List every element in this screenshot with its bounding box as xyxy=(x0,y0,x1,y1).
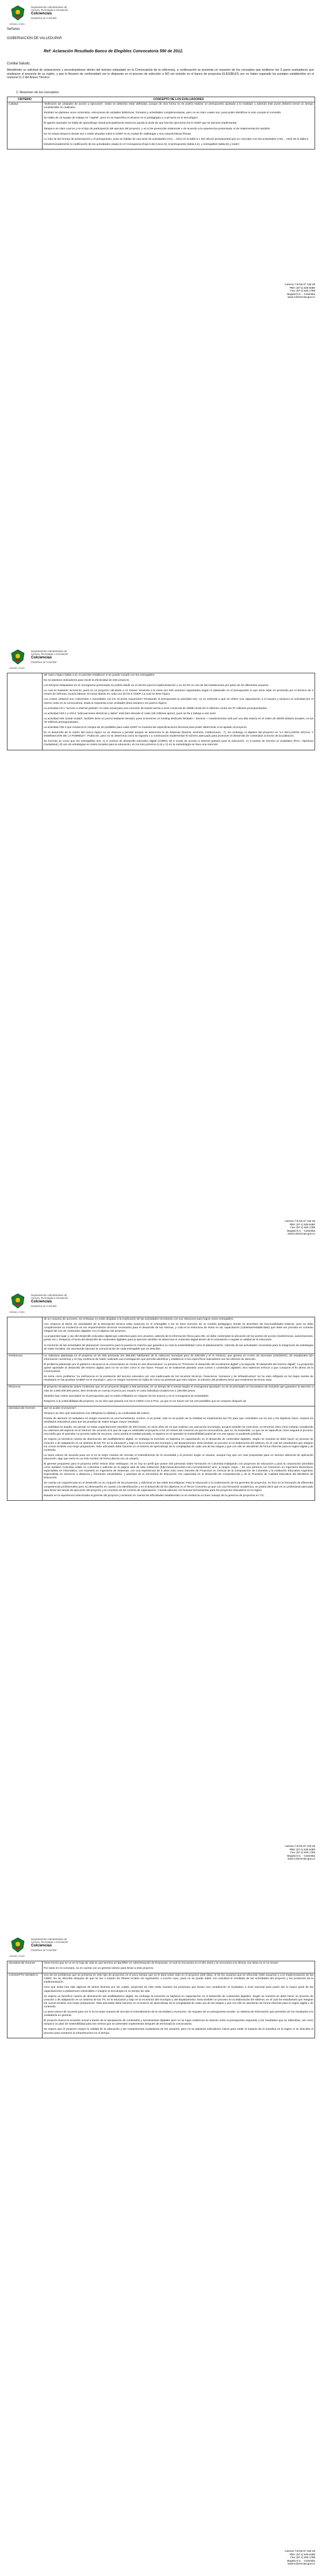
concept-paragraph: Uno de los problemas que se presenta en este tipo de proyectos es el poco tiempo que se le dará sobre todo en el proyecto (200 días), el de los usuarios que se ofrecerán (945 usuarios) y a la implementación de las CDED. No se describe después de que se fue o mando los Planes locales sin ingresarlos, a mucho caso, pues no se puede saber con exactitud el resultado de las actividades del proyecto y los productos de la implementación. xyxy=(44,1974,313,1984)
org-line-2: Ciencia, Tecnología e Innovación xyxy=(31,1941,68,1943)
concept-paragraph: También hay costos asociados en el presupuesto que no están reflejados en ninguno de los anexos y en el cronograma de actividades. xyxy=(44,1394,209,1398)
footer-line: Carrera 7 B bis Nº 132-28 xyxy=(285,2550,315,2552)
footer-line: Fax: (57-1) 625 1788 xyxy=(290,289,315,293)
concept-paragraph: La tarea estuvo de acuerdo para ver si es la mejor manera de vincular el entendimiento de la necesidad y el proceso según el usuario, aunque hay que ver más propuestas para un servicio adicional de aplicación educación, algo que sería en un solo monitor de forma directa con un usuario. xyxy=(44,1454,313,1460)
footer-line: www.colciencias.gov.co xyxy=(288,1232,315,1236)
subject-line: Ref: Aclaración Resultado Banco de Elegibles Convocatoria 590 de 2012. xyxy=(44,49,183,53)
letterhead xyxy=(9,1935,124,1961)
criterion-concepto-general: CONCEPTO GENERAL xyxy=(7,1973,43,2038)
concept-paragraph: El agente operador se habla de aprendizaje virtual principalmente entonces queda la duda de que función ejercerían los 5 CDEP que se piensan implementar. xyxy=(44,122,237,125)
concept-paragraph: La actividad A05 3 que involucra la compra de 32 portátiles para cada CDEP no muestra las especificaciones técnicas para poder determinar si se ajustan al proyecto. xyxy=(44,726,248,730)
org-line-1: Departamento Administrativo de xyxy=(31,1938,67,1941)
letterhead xyxy=(9,3,124,29)
concept-paragraph: La viabilidad es amplia, sin pensar en estas capacitaciones (también de 200 horas), en otros años de 10 que realizan con educación tecnología, aunque también se menciona, no tenemos claro cómo estarán cumpliendo su cobertura del aspecto en el Internet. De acuerdo al N que de caja es sostenible el proyecto a los 10 meses del convenio en que la convocatoria, que no, es sostenible. Lo que se ve especificar cómo seguirá el proceso. Una tarifa que el operador no proveía nada de recursos, cómo podría el entidad privada, ni siquiera en el operador la sostenibilidad potencial con ese apoyo no pudiendo justificar. xyxy=(44,1426,313,1436)
brand-name: Colciencias xyxy=(31,1300,52,1304)
footer-line: Fax: (57-1) 625 1788 xyxy=(290,2556,315,2559)
recipient: Señores xyxy=(7,28,20,31)
org-line-2: Ciencia, Tecnología e Innovación xyxy=(31,1297,68,1300)
concept-paragraph: Respecto a la sostenibilidad del proyecto, no se dice qué pasaría con los 5 CDED o los 5 PAC, ya que no se hacen ver los 120 portátiles que se compran después de xyxy=(44,1400,247,1403)
footer-line: PBX: (57-1) 625 8480 xyxy=(289,1847,315,1851)
table-row xyxy=(7,1406,315,1500)
concept-paragraph: En el desarrollo de la matriz del marco lógico no se observa a percibir porqué se determina la de sistemas (barrios, sectores, Instituciones…?), sin embargo el objetivo del proyecto es "LA INCLUSIÓN SOCIAL Y DISMINUCIÓN DE LA POBREZA". Podrá ser, pero no se determina cómo se lograría o a continuación implementar el número adecuado para promover el desarrollo de contenidos al sector de la población. xyxy=(44,731,313,738)
table-row xyxy=(7,1385,315,1406)
criterion-calidad: Calidad xyxy=(7,102,43,150)
concept-paragraph: Se formula un curso que los entregables son: A) 5 centros de desarrollo educativo digital (CDED), B) 5 zonas de acceso a internet gratuito para la educación, C) 5 puntos de servicio al ciudadano (PAC, Oportuna Ciudadana); D) uso de estrategias en redes sociales para la educación, en los tres primeros (A,B y C) en la metodología se hace una mención xyxy=(44,740,313,747)
concept-cell xyxy=(43,1406,315,1500)
letterhead xyxy=(9,647,124,673)
concept-paragraph: Se cuenta con experiencias en el desarrollo en su conjunto de los proyectos, y adicional en las redes tecnológicas: Para la educación y la Gobernación de los gerentes de proyectos, se hizo en la formación de diferentes competencias profesionales pero su desempeño en cuanto a la identificación y en el desarrollo de los objetivos en el Tercer Convenio ya que con una formación académica, se podría decir que es un profesional adecuado para llevar las tareas de ejecución del proyecto y la conexión de los centros de capacitación. Cuenta además con buenas herramientas para los proyectos educativos en la región. xyxy=(44,1482,313,1492)
footer-line: Bogotá D.C. - Colombia xyxy=(287,292,315,296)
concept-paragraph: La actividad A05 "portal ciudad", también tiene un precio bastante elevado, pues si tenemos un hosting dedicado ilimitado + dominio + mantenimiento web por una alta estaría en el orden de 20000 dólares anuales, no los 78 millones presupuestados. xyxy=(44,717,313,724)
criterion-pertinencia: Pertinencia xyxy=(7,1354,43,1385)
footer-line: www.colciencias.gov.co xyxy=(288,1857,315,1861)
logo-caption: Libertad y Orden xyxy=(9,1955,25,1957)
org-line-1: Departamento Administrativo de xyxy=(31,1294,67,1297)
concept-paragraph: El problema planteado por el gobierno nacional en la convocatoria se centra en dos dimensiones: La primera es "Promover el desarrollo del ecosistema digital" y la segunda "El desarrollo del entorno digital", La propuesta quiere apostarle al desarrollo del entorno digital, pero no se ve bien cómo lo van hacer. Porque no se solamente plantear unos cursos o contenidos digitales, sino sabemos enfocar a que compone el fin último de la Convocatoria. xyxy=(44,1363,313,1374)
concept-paragraph: También se plantean unos contenidos, estructuras de unidades didácticas, formatos y actividades complementarias, pero no es claro cuales son, para poder identificar si esto cumple el cometido. xyxy=(44,112,282,115)
criterion-eficiencia: Eficiencia xyxy=(7,1385,43,1406)
letterhead xyxy=(9,1291,124,1317)
criteria-table xyxy=(7,673,315,750)
org-line-2: Ciencia, Tecnología e Innovación xyxy=(31,653,68,656)
criterion-identidad: Identidad del Gerente xyxy=(7,1961,43,1973)
org-line-1: Departamento Administrativo de xyxy=(31,6,67,9)
criteria-table xyxy=(7,97,315,150)
criteria-table xyxy=(7,1317,315,1501)
greeting: Cordial Saludo, xyxy=(7,62,31,66)
footer-line: www.colciencias.gov.co xyxy=(288,2562,315,2566)
brand-name: Colciencias xyxy=(31,1943,52,1948)
page-1 xyxy=(0,0,322,644)
footer-line: PBX: (57-1) 625 8480 xyxy=(289,286,315,289)
concept-paragraph: Tiene hecho que se ve en la hoja de vida se que termina un Bachiller en Administración de Empresas, el cual se encuentra en el año 2016 y se encuentra a la oficina, sus sitios en el 12 meses. xyxy=(44,1962,279,1965)
concept-paragraph: No se aclara tampoco donde son o están situadas estos 5 CDEP en la ciudad de Valledupar y sus características físicas. xyxy=(44,132,191,136)
page-2 xyxy=(0,644,322,1288)
concept-paragraph: del marco lógico (tabla 4.4), no permite establecer si se puede cumplir con los entregables. xyxy=(44,674,155,677)
brand-name: Colciencias xyxy=(31,12,52,16)
footer-line: PBX: (57-1) 625 8480 xyxy=(289,2552,315,2556)
footer-line: www.colciencias.gov.co xyxy=(288,296,315,299)
page-3 xyxy=(0,1288,322,1932)
concept-cell xyxy=(43,102,315,150)
concept-paragraph: La actividad A0-1 "acceso a Internet gratuito" el costo anual para una conexión de banda ancha a nivel comercial de 20MB ronda los 5 millones contra los 97 millones presupuestados. xyxy=(44,707,268,710)
concept-paragraph: No se plantean indicadores para medir la efectividad de este proyecto xyxy=(44,679,129,683)
tagline: República de Colombia xyxy=(31,17,57,20)
footer-address xyxy=(285,1220,315,1236)
concept-cell xyxy=(43,1317,315,1354)
concept-paragraph: Con respecto al literal, de actividades de la descripción técnica estar ausencia en el entregable 4 sin se hace mención de un modelo pedagógico donde se describen las funcionalidades básicas, pero se debe complementar su incidencia en los requerimientos técnicos necesarios para el desarrollo de las mismas, y cuál es la estructura de éstos en tal, capacitación (cubiertas/establecidas) que debe ser provista en contexto integral del uso de contenidos digitales con el objetivo del proyecto. xyxy=(44,1323,313,1333)
tagline: República de Colombia xyxy=(31,661,57,664)
org-line-1: Departamento Administrativo de xyxy=(31,650,67,653)
concept-cell xyxy=(43,1385,315,1406)
concept-paragraph: Al momento de las actividades de planeación mecanismo para la puesta en marcha que garantice su nota la sostenibilidad como el planteamiento. Además de las actividades necesarias para la integración de estrategias de redes sociales, las asumiendo ejecutar la comunicación de cada entregable que se describe. xyxy=(44,1344,313,1351)
tagline: República de Colombia xyxy=(31,1949,57,1952)
concept-paragraph: Se espera que el proyecto mejore la calidad de la educación y las competencias ciudadanas de los usuarios, pero no se plantean indicadores claros para medir el impacto de la iniciativa en la región ni se describe el proceso para mantener la infraestructura en el tiempo. xyxy=(44,2028,313,2035)
concept-paragraph: Desafortunadamente la codificación de las actividades usada en el Cronograma (hoja 5 del Anexo 5), el presupuesto (tabla 6.2), y entregables (tabla B) y matriz xyxy=(44,143,239,146)
concept-paragraph: El proyecto busca la inclusión social a través de la apropiación de contenidos y herramientas digitales pero no se logra evidenciar la relación entre el presupuesto requerido y los resultados que se obtendrán, así como tampoco un plan de sostenibilidad para los centros que se pretenden implementar después de terminada la convocatoria. xyxy=(44,2019,313,2026)
concept-paragraph: Tampoco es claro cual es y en el tipo de participación del ejecutor del proyecto, y es el de preescolar solamente o de acuerdo a la experiencia presentada, el de implementación también. xyxy=(44,127,271,131)
coat-of-arms-icon xyxy=(9,5,26,22)
concept-paragraph: que se acabe el proyecto?. xyxy=(44,1406,77,1410)
logo-caption: Libertad y Orden xyxy=(9,667,25,669)
table-row xyxy=(7,1354,315,1385)
footer-line: Carrera 7 B bis Nº 132-28 xyxy=(285,1220,315,1222)
table-row xyxy=(7,1961,315,1973)
footer-line: Fax: (57-1) 625 1788 xyxy=(290,1226,315,1229)
org-line-2: Ciencia, Tecnología e Innovación xyxy=(31,9,68,12)
footer-line: Carrera 7 B bis Nº 132-28 xyxy=(285,283,315,286)
footer-line: Fax: (57-1) 625 1788 xyxy=(290,1851,315,1854)
concept-paragraph: "Definición de unidades de acción y ejecución", están se deberían estar definidas, porque de otra forma no se podría realizar un presupuesto ajustado a la realidad; y además este punto debería tomar un tiempo considerable en realizarlo. xyxy=(44,103,313,110)
page-4 xyxy=(0,1932,322,2576)
brand-name: Colciencias xyxy=(31,656,52,660)
concept-paragraph: La actividad A03.1 y A03.2 "adecuaciones eléctricas y datos" está bien elevado el costo (48 millones aprox), pues se fía a trabajo a ese nivel. xyxy=(44,712,216,715)
criterion-empty xyxy=(7,1317,43,1354)
table-row xyxy=(7,1973,315,2038)
concept-paragraph: Por tanto en mi concepto, no es cuenta con un gerente idóneo para llevar a este proyecto. xyxy=(44,1967,154,1971)
coat-of-arms-icon xyxy=(9,649,26,666)
concept-paragraph: Basado en la experiencia relacionada al gerente del proyecto y teniendo en cuenta las dificultades establecidas no se evidencia un buen manejo de la gerencia de proyectos en TIC. xyxy=(44,1494,265,1497)
footer-line: Bogotá D.C. - Colombia xyxy=(287,2559,315,2562)
concept-paragraph: La propuesta lugar y uso del desarrollo educativo digital que cubiertura para 241 usuarios, además de la información física para ello, se debe contemplar la ubicación de los puntos de acceso (redes/zonas, autorizaciones, portal, etc.). Respecto el tema del desarrollo de contenidos digitales para la atención también se determina el contenido digital dentro de la orientación o regular la calidad de la educación. xyxy=(44,1335,313,1342)
concept-paragraph: El gerente propuesto para el proyecto señor Héctor Díaz Velásquez, es ex hoy un perfil que posee 402 personas sobre formación en Colombia trabajando con proyectos de educación y para la corporación prioritaria como también Colombia sólido en Colombia y además en la página web de esta institución (http://www.docentes.com.co/contenidos/) sino, a ningún cargo...; Es una persona con formación en Ingeniería Electrónica, especialista en informática, con maestría en Ingeniería de Sistemas, con una experiencia de 3 años más como Gerente de Proyectos en Ciencia de la Computación de Colombia y la Institución Educativa Argentina. Especialista en docencia a distancia y formación universitaria, y participa de la Secretaría de Educación con capacidad en el desarrollo de Competencias y de la Provisión de Calidad Educativa del Ministerio de Educación. xyxy=(44,1463,313,1480)
concept-cell xyxy=(43,1354,315,1385)
concept-paragraph: El proyecto inicialmente quiere mostrarse que es un proyecto dirigido a 945 personas, en un tiempo de 6 meses según el cronograma aportado; no se ve precisado un mecanismo de inclusión que garantice la atención a más de 2.500.000.000 pesos, bien teniendo en cuenta el precio por usuario el costo individual rondaría los 2.190.900 pesos. xyxy=(44,1386,313,1393)
coat-of-arms-icon xyxy=(9,1937,26,1954)
column-header-concept: CONCEPTO DE LOS EVALUADORES xyxy=(43,97,315,102)
footer-address xyxy=(285,283,315,299)
criterion-identidad: Identidad del Gerente xyxy=(7,1406,43,1500)
logo-caption: Libertad y Orden xyxy=(9,23,25,25)
concept-paragraph: Se espera un beneficio notoria de disminución del analfabetismo digital, sin embargo la inversión es bajísima en capacitación en el desarrollo de contenidos digitales. Según se muestra se debe hacer un proceso de creación o de adaptación en un sistema de las TIC en la educación y bajo en la economía del municipio y del departamento. Esta también un proceso en la elaboración del sistema, en el cual los estudiantes que integran los cursos tendrán una mejor preparación. Esta articulado debe hacerse en el entorno de aprendizaje de la complejidad de cada una de las etapas y que con ello se atenderán de forma eficiente para la región digital y de contenido. xyxy=(44,1995,313,2008)
section-title: 1. Resumen de los conceptos: xyxy=(16,91,60,94)
footer-address xyxy=(285,1845,315,1861)
tagline: República de Colombia xyxy=(31,1305,57,1308)
footer-line: PBX: (57-1) 625 8480 xyxy=(289,1222,315,1226)
footer-line: Bogotá D.C. - Colombia xyxy=(287,1854,315,1857)
concept-cell xyxy=(43,1973,315,2038)
concept-cell xyxy=(43,1961,315,1973)
concept-cell xyxy=(43,673,315,750)
concept-paragraph: La tarea estuvo de acuerdo para ver si es la mejor manera de vincular el entendimiento de la necesidad y el proceso. Se requiere de un presupuesto acorde, un sistema de información que permitirá ver los resultados a la ciudadanía en general. xyxy=(44,2011,313,2018)
table-row xyxy=(7,1317,315,1354)
concept-paragraph: Los tiempos estipulados en el cronograma presentado se podría dividir en un 66.6% para la implementación y un 33.3% en uso de las instalaciones por parte de los diferentes usuarios. xyxy=(44,684,269,688)
logo-caption: Libertad y Orden xyxy=(9,1311,25,1313)
concept-paragraph: Se tema como problema "La ineficiencia en la prestación del servicio educativo por una inadecuada de los recursos técnicos, financieros, humanos y de infraestructura" se ha visto reflejado en los bajos niveles de resultados en las pruebas SABER en el municipio", pero en ningún momento se habla de cómo se pretende que esto mejore, la solución del problema tiene que resolverse de forma clara. xyxy=(44,1375,313,1382)
concept-paragraph: La cual es bastante incorrecto, pues en un proyecto calculado a 12 meses, teniendo a la meta son 945 usuarios capacitados según lo planteado en el presupuesto lo que sería estar en promedio por el término de 8 meses de 20horas, tocaría laborar 42 horas diarias en cada uno de los 5 CDEP. La cual no tiene lógica. xyxy=(44,689,313,696)
footer-line: Carrera 7 B bis Nº 132-28 xyxy=(285,1845,315,1847)
concept-paragraph: de un conjunto de acciones, sin embargo no están dirigidas a la explicación de las actividades necesarias con sus relaciones para lograr estos entregables. xyxy=(44,1318,234,1321)
table-row xyxy=(7,102,315,150)
column-header-criterion: CRITERIO xyxy=(7,97,43,102)
concept-paragraph: Puntos de atención al ciudadano en ningún momento es una herramienta, centros, ni un portal, más no se puede ver la realidad en implementar las TIC para que consoliden con su uso y los objetivos clave, mejorar los resultados educativos para que las pruebas de Saber tengan mayor resultado. xyxy=(44,1417,313,1424)
table-row xyxy=(7,673,315,750)
concept-paragraph: Lo más de las formas de presentación y el presupuesto, pues se hablan de una serie de actividades (ACL…ADn) en la tabla 6.1 del cálculo presupuestal que no coinciden con las actividades (AD1…AD4) de la tabla 5. xyxy=(44,137,309,141)
concept-paragraph: Tampoco se dice qué indicadores nos reflejarían la utilidad y su continuidad del mismo. xyxy=(44,1412,151,1415)
intro-paragraph: Atendiendo su solicitud de aclaraciones y encontrándonos dentro del termino estipulado en la Convocatoria de la referencia, a continuación se presenta un resumen de los conceptos que emitieron los 3 pares evaluadores que analizaron el proyecto de su región, y que lo llevaron de conformidad con lo dispuesto en el proceso de selección a NO ser incluido en el banco de proyectos ELEGIBLES; por no haber superado los puntajes establecidos en el numeral 11.2 del Anexo Técnico: xyxy=(7,68,314,80)
concept-paragraph: Los costos unitarios son coherentes o razonables con los recursos requeridos? Revisando el presupuesto la actividad A01, no se entiende a qué se refiere una capacitación a el usuario y tampoco la actividad por el mismo costo en la convocatoria. Dada la respuesta a las Unidades (Esto tampoco me parece lógico). xyxy=(44,698,313,705)
concept-paragraph: Se habla de un equipo de trabajo en "capital", pero no se especifica el alcance en lo pedagógico y cual sería en lo tecnológico. xyxy=(44,117,199,120)
criteria-table xyxy=(7,1961,315,2038)
concept-paragraph: La cobertura planteada en el proyecto es de 945 personas (en 356.884 habitantes de la cabecera municipal pero de 538.000 y el % minimo), que genera un 0.04% de docentes (100/200%), de estudiantes (sin información numérica) y no hay evidencia de haber realizado una investigación que permita identificar y establecer si los específicos indicadores son los idóneos de atención. xyxy=(44,1354,313,1361)
footer-address xyxy=(285,2550,315,2566)
coat-of-arms-icon xyxy=(9,1293,26,1310)
footer-line: Bogotá D.C. - Colombia xyxy=(287,1229,315,1232)
criterion-empty xyxy=(7,673,43,750)
concept-paragraph: Se espera un beneficio notoria de disminución del analfabetismo digital, en embargo la inversión es bajísima en capacitación en el desarrollo de contenidos digitales. Según se muestra se debe hacer un proceso de creación o de adaptación en un sistema de las TIC en la educación y bajo en la economía del municipio y del departamento. Esta también un proceso en la elaboración del sistema, en el cual los estudiantes que integran los cursos tendrán una mejor preparación. Este articulado debe hacerse en el entorno de aprendizaje de la complejidad de cada una de las etapas y que con ello se atenderán de forma eficiente para la región digital y de contenido. xyxy=(44,1438,313,1452)
concept-paragraph: Creo que antes han sido algunos de tantos factores por los cuales, proyectos de este estilo muestra los proyectos que tienen una contribución al ciudadano a nivel nacional para poder dar la mayor parte de las capacitaciones a poblaciones vulnerables e integrar la tecnología en su tiempo de vida. xyxy=(44,1986,313,1993)
recipient-office: GOBERNACIÓN DE VALLEDUPAR xyxy=(7,37,62,40)
